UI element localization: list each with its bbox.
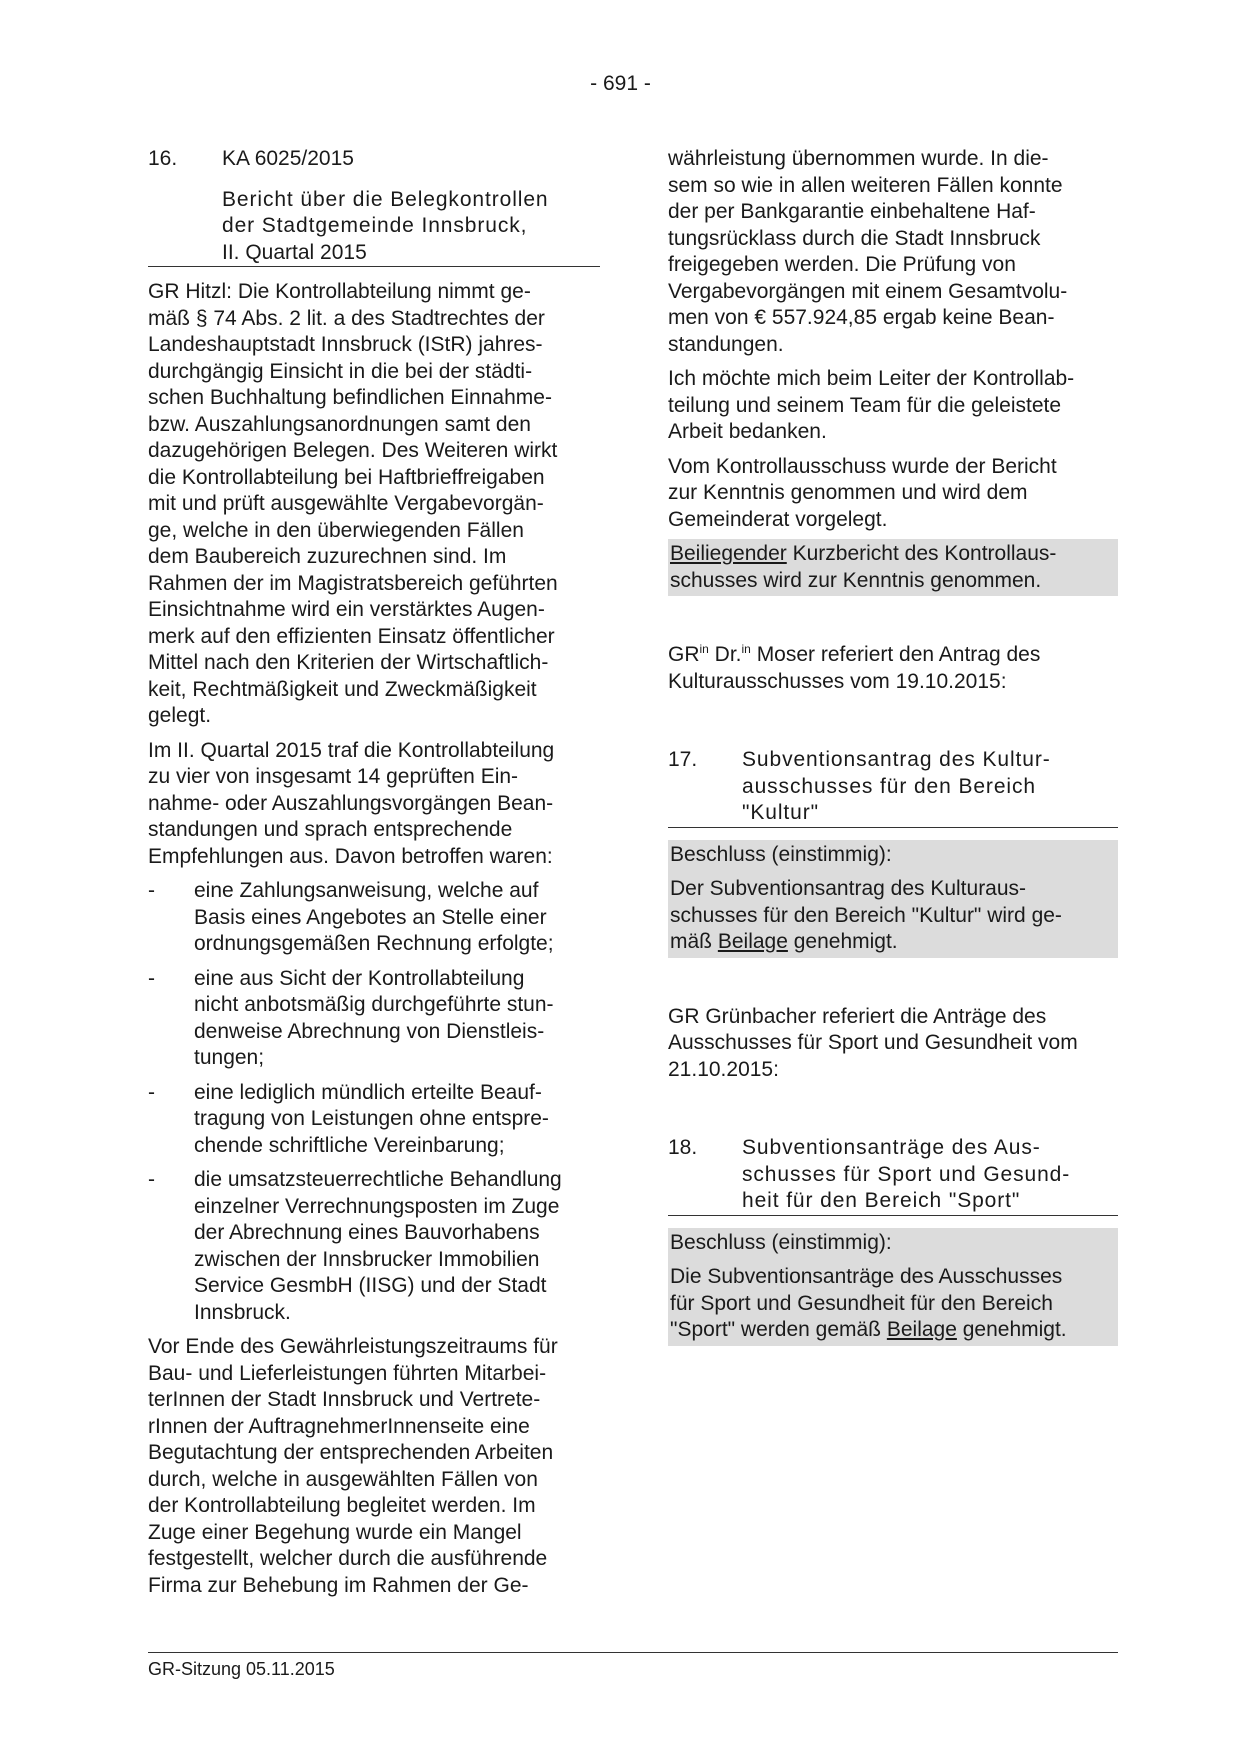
text-line: tungsrücklass durch die Stadt Innsbruck bbox=[668, 226, 1041, 250]
agenda-body bbox=[222, 146, 598, 266]
text-line: bzw. Auszahlungsanordnungen samt den bbox=[148, 412, 531, 436]
agenda-title-line: II. Quartal 2015 bbox=[222, 240, 367, 264]
text-line: Bau- und Lieferleistungen führten Mitarbei- bbox=[148, 1361, 547, 1385]
text-line: Landeshauptstadt Innsbruck (IStR) jahres- bbox=[148, 333, 543, 356]
text-line: standungen. bbox=[668, 332, 784, 356]
text-line: Ausschusses für Sport und Gesundheit vom bbox=[668, 1031, 1078, 1054]
agenda-title-line: ausschusses für den Bereich bbox=[742, 774, 1036, 798]
agenda-number: 17. bbox=[668, 748, 698, 771]
decision-16-box: Beiliegender Kurzbericht des Kontrollaus- schusses wird zur Kenntnis genommen. bbox=[668, 539, 1118, 596]
text-line: sem so wie in allen weiteren Fällen konnte bbox=[668, 173, 1063, 197]
continuation-paragraph bbox=[668, 146, 1118, 358]
findings-list bbox=[148, 878, 598, 1326]
list-item bbox=[148, 878, 598, 958]
agenda-item-16 bbox=[148, 146, 598, 266]
agenda-body bbox=[742, 747, 1118, 827]
agenda-title-line: der Stadtgemeinde Innsbruck, bbox=[222, 214, 528, 237]
agenda-code: KA 6025/2015 bbox=[222, 147, 354, 170]
text-line: der Abrechnung eines Bauvorhabens bbox=[194, 1221, 540, 1244]
text-line: Im II. Quartal 2015 traf die Kontrollabteilung bbox=[148, 738, 555, 762]
text-line: merk auf den effizienten Einsatz öffentlicher bbox=[148, 624, 555, 648]
text-line: Firma zur Behebung im Rahmen der Ge- bbox=[148, 1573, 529, 1597]
text-line: Ich möchte mich beim Leiter der Kontrollab- bbox=[668, 367, 1075, 390]
text-line: Basis eines Angebotes an Stelle einer bbox=[194, 905, 547, 929]
list-dash: - bbox=[148, 1080, 155, 1104]
text-line: keit, Rechtmäßigkeit und Zweckmäßigkeit bbox=[148, 677, 537, 701]
gruenbacher-intro bbox=[668, 1004, 1118, 1084]
agenda-title-line: heit für den Bereich "Sport" bbox=[742, 1189, 1021, 1212]
text-line: mäß § 74 Abs. 2 lit. a des Stadtrechtes der bbox=[148, 306, 545, 330]
agenda-title-line: schusses für Sport und Gesund- bbox=[742, 1162, 1071, 1186]
page-number: - 691 - bbox=[590, 72, 651, 95]
decision-label: Beschluss (einstimmig): bbox=[670, 842, 892, 866]
agenda-number: 16. bbox=[148, 147, 178, 170]
text-line: Empfehlungen aus. Davon betroffen waren: bbox=[148, 844, 553, 868]
attachment-link[interactable]: Beiliegender bbox=[670, 542, 787, 565]
text-line: eine aus Sicht der Kontrollabteilung bbox=[194, 966, 525, 990]
agenda-item-18 bbox=[668, 1135, 1118, 1215]
text-line: Zuge einer Begehung wurde ein Mangel bbox=[148, 1520, 522, 1544]
agenda-title-line: Subventionsantrag des Kultur- bbox=[742, 748, 1051, 771]
closing-paragraph bbox=[148, 1334, 598, 1599]
text-line: terInnen der Stadt Innsbruck und Vertrete- bbox=[148, 1388, 541, 1411]
text-line: denweise Abrechnung von Dienstleis- bbox=[194, 1019, 545, 1043]
text-line: dem Baubereich zuzurechnen sind. Im bbox=[148, 545, 507, 568]
text-line: freigegeben werden. Die Prüfung von bbox=[668, 253, 1016, 276]
text-line: GR Grünbacher referiert die Anträge des bbox=[668, 1004, 1047, 1028]
text-line: einzelner Verrechnungsposten im Zuge bbox=[194, 1194, 560, 1218]
text-line: dazugehörigen Belegen. Des Weiteren wirkt bbox=[148, 439, 558, 462]
list-item bbox=[148, 1167, 598, 1326]
decision-label: Beschluss (einstimmig): bbox=[670, 1230, 892, 1254]
list-dash: - bbox=[148, 879, 155, 902]
text-line: men von € 557.924,85 ergab keine Bean- bbox=[668, 306, 1055, 329]
text-line: standungen und sprach entsprechende bbox=[148, 818, 513, 841]
text-line: nicht anbotsmäßig durchgeführte stun- bbox=[194, 993, 554, 1016]
text-line: ge, welche in den überwiegenden Fällen bbox=[148, 518, 524, 542]
thanks-paragraph bbox=[668, 366, 1118, 446]
text-line: Gemeinderat vorgelegt. bbox=[668, 507, 888, 531]
agenda-number: 18. bbox=[668, 1136, 698, 1159]
text-line: Rahmen der im Magistratsbereich geführten bbox=[148, 571, 558, 595]
text-line: Vom Kontrollausschuss wurde der Bericht bbox=[668, 454, 1057, 478]
agenda-item-17 bbox=[668, 747, 1118, 827]
section-divider bbox=[668, 1215, 1118, 1216]
text-line: mit und prüft ausgewählte Vergabevorgän- bbox=[148, 492, 544, 515]
agenda-title-line: Subventionsanträge des Aus- bbox=[742, 1136, 1041, 1159]
list-item bbox=[148, 1080, 598, 1160]
text-line: die Kontrollabteilung bei Haftbrieffreigaben bbox=[148, 465, 545, 489]
intro-paragraph bbox=[148, 279, 598, 730]
text-line: schen Buchhaltung befindlichen Einnahme- bbox=[148, 386, 552, 409]
text-line: tragung von Leistungen ohne entspre- bbox=[194, 1107, 549, 1130]
decision-18-box: Beschluss (einstimmig): Die Subventionsanträge des Ausschusses für Sport und Gesundheit für den Bereich "Sport" werden gemäß Beilage genehmigt. bbox=[668, 1228, 1118, 1346]
committee-paragraph bbox=[668, 454, 1118, 534]
text-line: zur Kenntnis genommen und wird dem bbox=[668, 481, 1028, 504]
decision-17-box: Beschluss (einstimmig): Der Subventionsantrag des Kulturaus- schusses für den Bereich "Kultur" wird ge- mäß Beilage genehmigt. bbox=[668, 840, 1118, 958]
right-column bbox=[668, 146, 1118, 1346]
text-line: der per Bankgarantie einbehaltene Haf- bbox=[668, 200, 1036, 223]
text-line: nahme- oder Auszahlungsvorgängen Bean- bbox=[148, 791, 554, 815]
text-line: GR Hitzl: Die Kontrollabteilung nimmt ge- bbox=[148, 280, 531, 303]
text-line: teilung und seinem Team für die geleistete bbox=[668, 393, 1062, 417]
left-column bbox=[148, 146, 598, 1599]
moser-intro: $GR^{in}$ Dr.$^{in}$ Moser referiert den Antrag des Kulturausschusses vom 19.10.2015: bbox=[668, 642, 1041, 693]
text-line: zu vier von insgesamt 14 geprüften Ein- bbox=[148, 765, 519, 788]
agenda-body bbox=[742, 1135, 1118, 1215]
text-line: Innsbruck. bbox=[194, 1300, 291, 1324]
footer-divider bbox=[148, 1652, 1118, 1653]
text-line: festgestellt, welcher durch die ausführende bbox=[148, 1547, 548, 1570]
text-line: gelegt. bbox=[148, 704, 212, 727]
findings-paragraph bbox=[148, 738, 598, 871]
list-dash: - bbox=[148, 966, 155, 990]
text-line: währleistung übernommen wurde. In die- bbox=[668, 147, 1049, 170]
agenda-title-line: "Kultur" bbox=[742, 801, 819, 824]
text-line: Arbeit bedanken. bbox=[668, 420, 827, 443]
text-line: tungen; bbox=[194, 1046, 265, 1069]
text-line: Service GesmbH (IISG) und der Stadt bbox=[194, 1274, 547, 1297]
text-line: chende schriftliche Vereinbarung; bbox=[194, 1133, 505, 1157]
text-line: ordnungsgemäßen Rechnung erfolgte; bbox=[194, 932, 554, 955]
text-line: Begutachtung der entsprechenden Arbeiten bbox=[148, 1441, 554, 1464]
text-line: der Kontrollabteilung begleitet werden. Im bbox=[148, 1494, 536, 1517]
text-line: Einsichtnahme wird ein verstärktes Augen- bbox=[148, 598, 545, 621]
text-line: durch, welche in ausgewählten Fällen von bbox=[148, 1467, 538, 1491]
agenda-title-line: Bericht über die Belegkontrollen bbox=[222, 187, 549, 211]
footer-text: GR-Sitzung 05.11.2015 bbox=[148, 1659, 335, 1679]
text-line: rInnen der AuftragnehmerInnenseite eine bbox=[148, 1414, 530, 1438]
text-line: zwischen der Innsbrucker Immobilien bbox=[194, 1247, 540, 1271]
text-line: eine Zahlungsanweisung, welche auf bbox=[194, 879, 539, 902]
attachment-link[interactable]: Beilage bbox=[717, 930, 788, 953]
text-line: durchgängig Einsicht in die bei der städti- bbox=[148, 359, 533, 383]
attachment-link[interactable]: Beilage bbox=[886, 1318, 957, 1341]
text-line: Mittel nach den Kriterien der Wirtschaftlich- bbox=[148, 651, 549, 674]
list-dash: - bbox=[148, 1168, 155, 1191]
list-item bbox=[148, 966, 598, 1072]
section-divider bbox=[668, 827, 1118, 828]
text-line: 21.10.2015: bbox=[668, 1057, 779, 1081]
text-line: Vor Ende des Gewährleistungszeitraums für bbox=[148, 1335, 558, 1358]
text-line: die umsatzsteuerrechtliche Behandlung bbox=[194, 1168, 562, 1191]
text-line: eine lediglich mündlich erteilte Beauf- bbox=[194, 1080, 542, 1104]
text-line: Vergabevorgängen mit einem Gesamtvolu- bbox=[668, 279, 1068, 303]
section-divider bbox=[148, 266, 600, 267]
